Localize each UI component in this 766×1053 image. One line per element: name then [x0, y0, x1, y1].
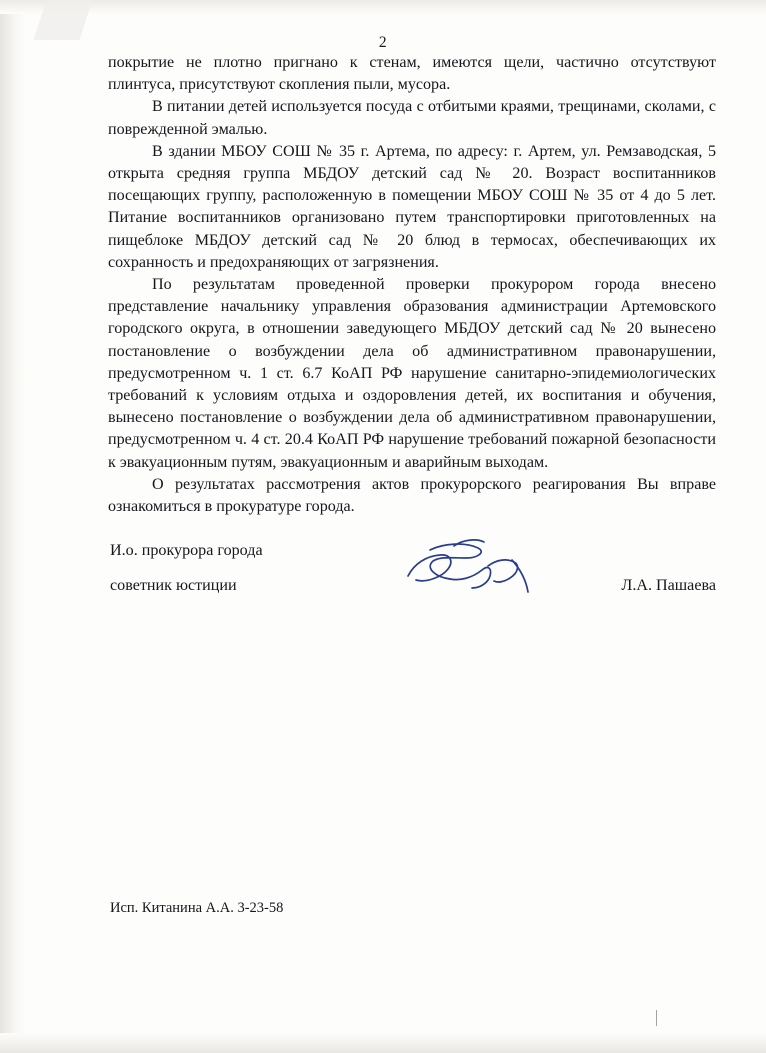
- paragraph: По результатам проведенной проверки прокурором города внесено представление начальнику управления образования администрации Артемовского городского округа, в отношении заведующего МБДОУ детский сад № 20 вынесено постановление о возбуждении дела об административном правонарушении, предусмотренном ч. 1 ст. 6.7 КоАП РФ нарушение санитарно-эпидемиологических требований к условиям отдыха и оздоровления детей, их воспитания и обучения, вынесено постановление о возбуждении дела об административном правонарушении, предусмотренном ч. 4 ст. 20.4 КоАП РФ нарушение требований пожарной безопасности к эвакуационным путям, эвакуационным и аварийным выходам.: [108, 276, 716, 471]
- executor-note: Исп. Китанина А.А. 3-23-58: [110, 900, 284, 916]
- paragraph: О результатах рассмотрения актов прокурорского реагирования Вы вправе ознакомиться в прокуратуре города.: [108, 475, 716, 516]
- handwritten-signature-icon: [392, 536, 552, 608]
- page-number: 2: [378, 34, 388, 51]
- signature-block: [110, 540, 716, 604]
- paragraph: покрытие не плотно пригнано к стенам, имеются щели, частично отсутствуют плинтуса, присутствуют скопления пыли, мусора.: [108, 54, 716, 94]
- scan-edge-bottom: [0, 1033, 766, 1053]
- signer-name: Л.А. Пашаева: [621, 577, 716, 594]
- signature-role: И.о. прокурора города: [110, 542, 263, 559]
- scan-edge-top: [0, 0, 766, 14]
- scan-artifact-mark: [656, 1010, 657, 1026]
- document-body: [108, 52, 716, 518]
- paragraph: В здании МБОУ СОШ № 35 г. Артема, по адресу: г. Артем, ул. Ремзаводская, 5 открыта средняя группа МБДОУ детский сад № 20. Возраст воспитанников посещающих группу, расположенную в помещении МБОУ СОШ № 35 от 4 до 5 лет. Питание воспитанников организовано путем транспортировки приготовленных на пищеблоке МБДОУ детский сад № 20 блюд в термосах, обеспечивающих их сохранность и предохраняющих от загрязнения.: [108, 142, 716, 271]
- scan-edge-left: [0, 0, 26, 1053]
- signature-row: [110, 574, 716, 604]
- signature-rank: советник юстиции: [110, 577, 237, 594]
- paragraph: В питании детей используется посуда с отбитыми краями, трещинами, сколами, с поврежденной эмалью.: [108, 98, 716, 138]
